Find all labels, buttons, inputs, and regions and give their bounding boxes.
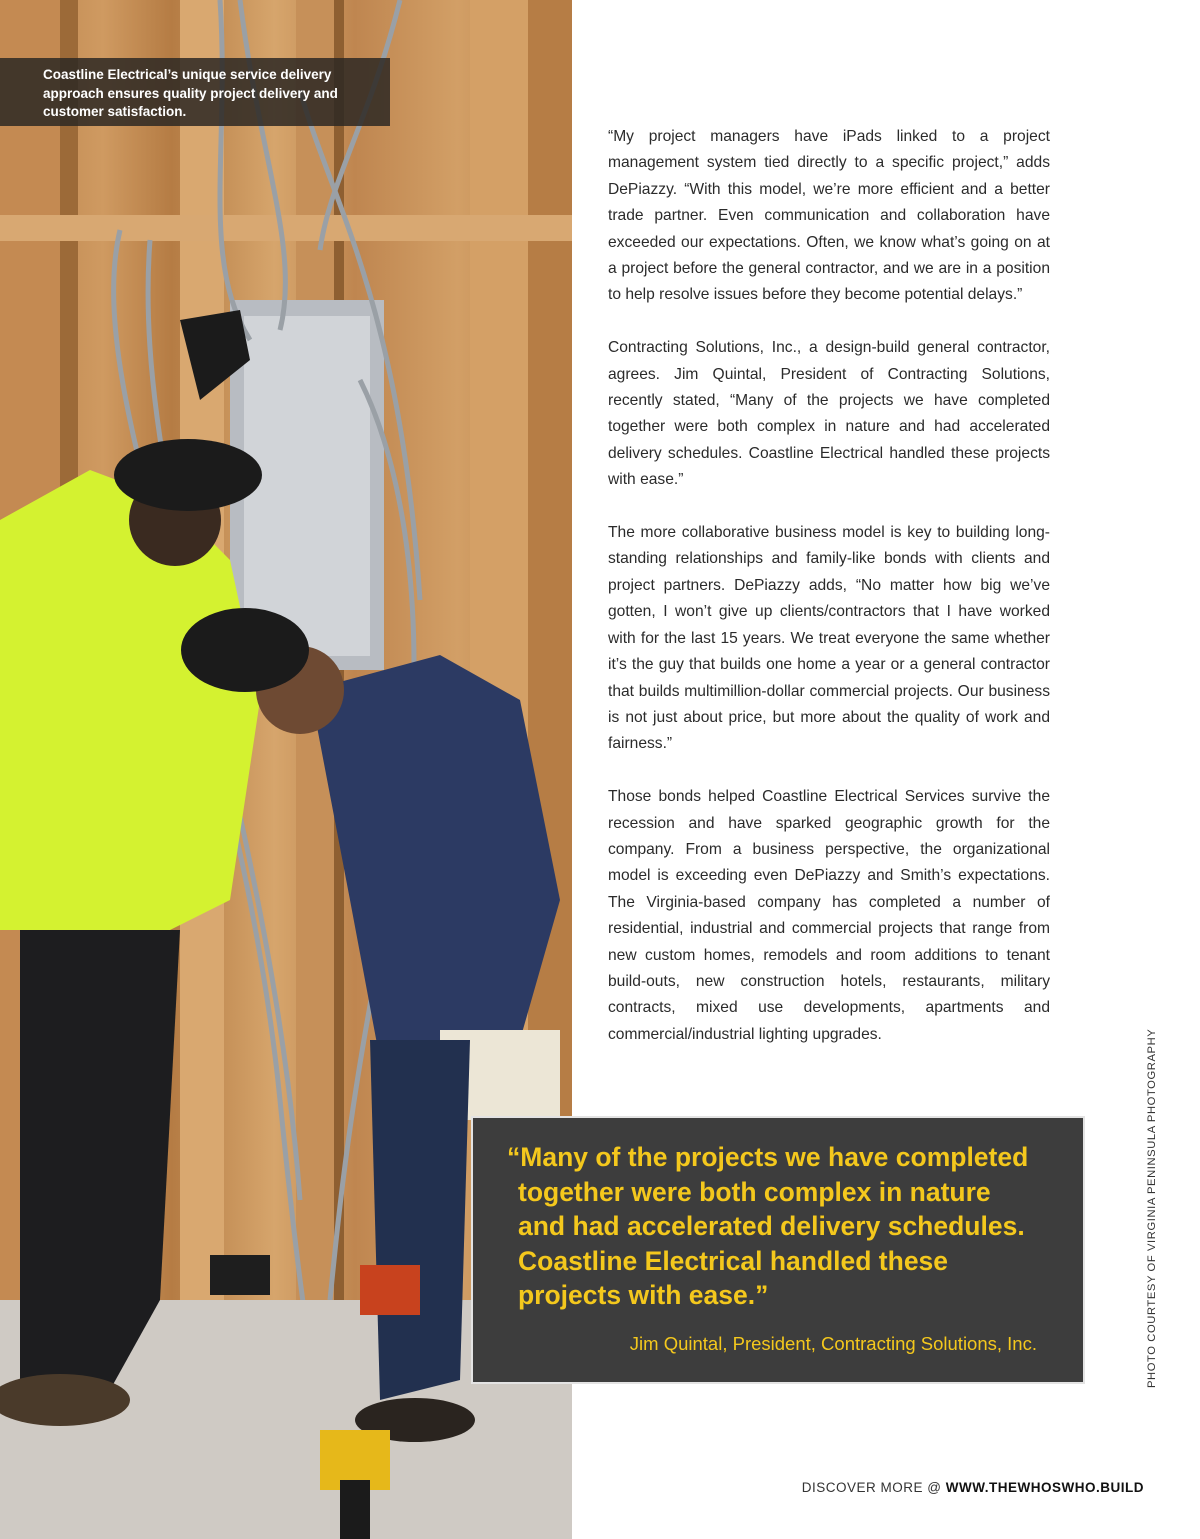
- article-paragraph: Contracting Solutions, Inc., a design-build general contractor, agrees. Jim Quintal, President of Contracting Solutions, recently stated, “Many of the projects we have completed together were both complex in nature and had accelerated delivery schedules. Coastline Electrical handled these projects with ease.”: [608, 339, 1050, 489]
- pull-quote: [471, 1116, 1085, 1384]
- photo-credit: PHOTO COURTESY OF VIRGINIA PENINSULA PHOTOGRAPHY: [1146, 1028, 1158, 1388]
- photo-caption: Coastline Electrical’s unique service delivery approach ensures quality project delivery and customer satisfaction.: [0, 58, 390, 126]
- pull-quote-text: “Many of the projects we have completed together were both complex in nature and had accelerated delivery schedules. Coastline Electrical handled these projects with ease.”: [507, 1142, 1029, 1310]
- footer-url-link[interactable]: WWW.THEWHOSWHO.BUILD: [945, 1480, 1144, 1495]
- article-paragraph: “My project managers have iPads linked to a project management system tied directly to a specific project,” adds DePiazzy. “With this model, we’re more efficient and a better trade partner. Even communication and collaboration have exceeded our expectations. Often, we know what’s going on at a project before the general contractor, and we are in a position to help resolve issues before they become potential delays.”: [608, 128, 1050, 304]
- article-body: [608, 124, 1050, 1075]
- pull-quote-attribution: Jim Quintal, President, Contracting Solutions, Inc.: [629, 1332, 1037, 1354]
- footer: [802, 1480, 1144, 1495]
- footer-prefix: DISCOVER MORE @: [801, 1480, 946, 1495]
- article-paragraph: Those bonds helped Coastline Electrical Services survive the recession and have sparked geographic growth for the company. From a business perspective, the organizational model is exceeding even DePiazzy and Smith’s expectations. The Virginia-based company has completed a number of residential, industrial and commercial projects that range from new custom homes, remodels and room additions to tenant build-outs, new construction hotels, restaurants, military contracts, mixed use developments, apartments and commercial/industrial lighting upgrades.: [608, 788, 1050, 1043]
- article-paragraph: The more collaborative business model is key to building long-standing relationships and family-like bonds with clients and project partners. DePiazzy adds, “No matter how big we’ve gotten, I won’t give up clients/contractors that I have worked with for the last 15 years. We treat everyone the same whether it’s the guy that builds one home a year or a general contractor that builds multimillion-dollar commercial projects. Our business is not just about price, but more about the quality of work and fairness.”: [608, 524, 1050, 753]
